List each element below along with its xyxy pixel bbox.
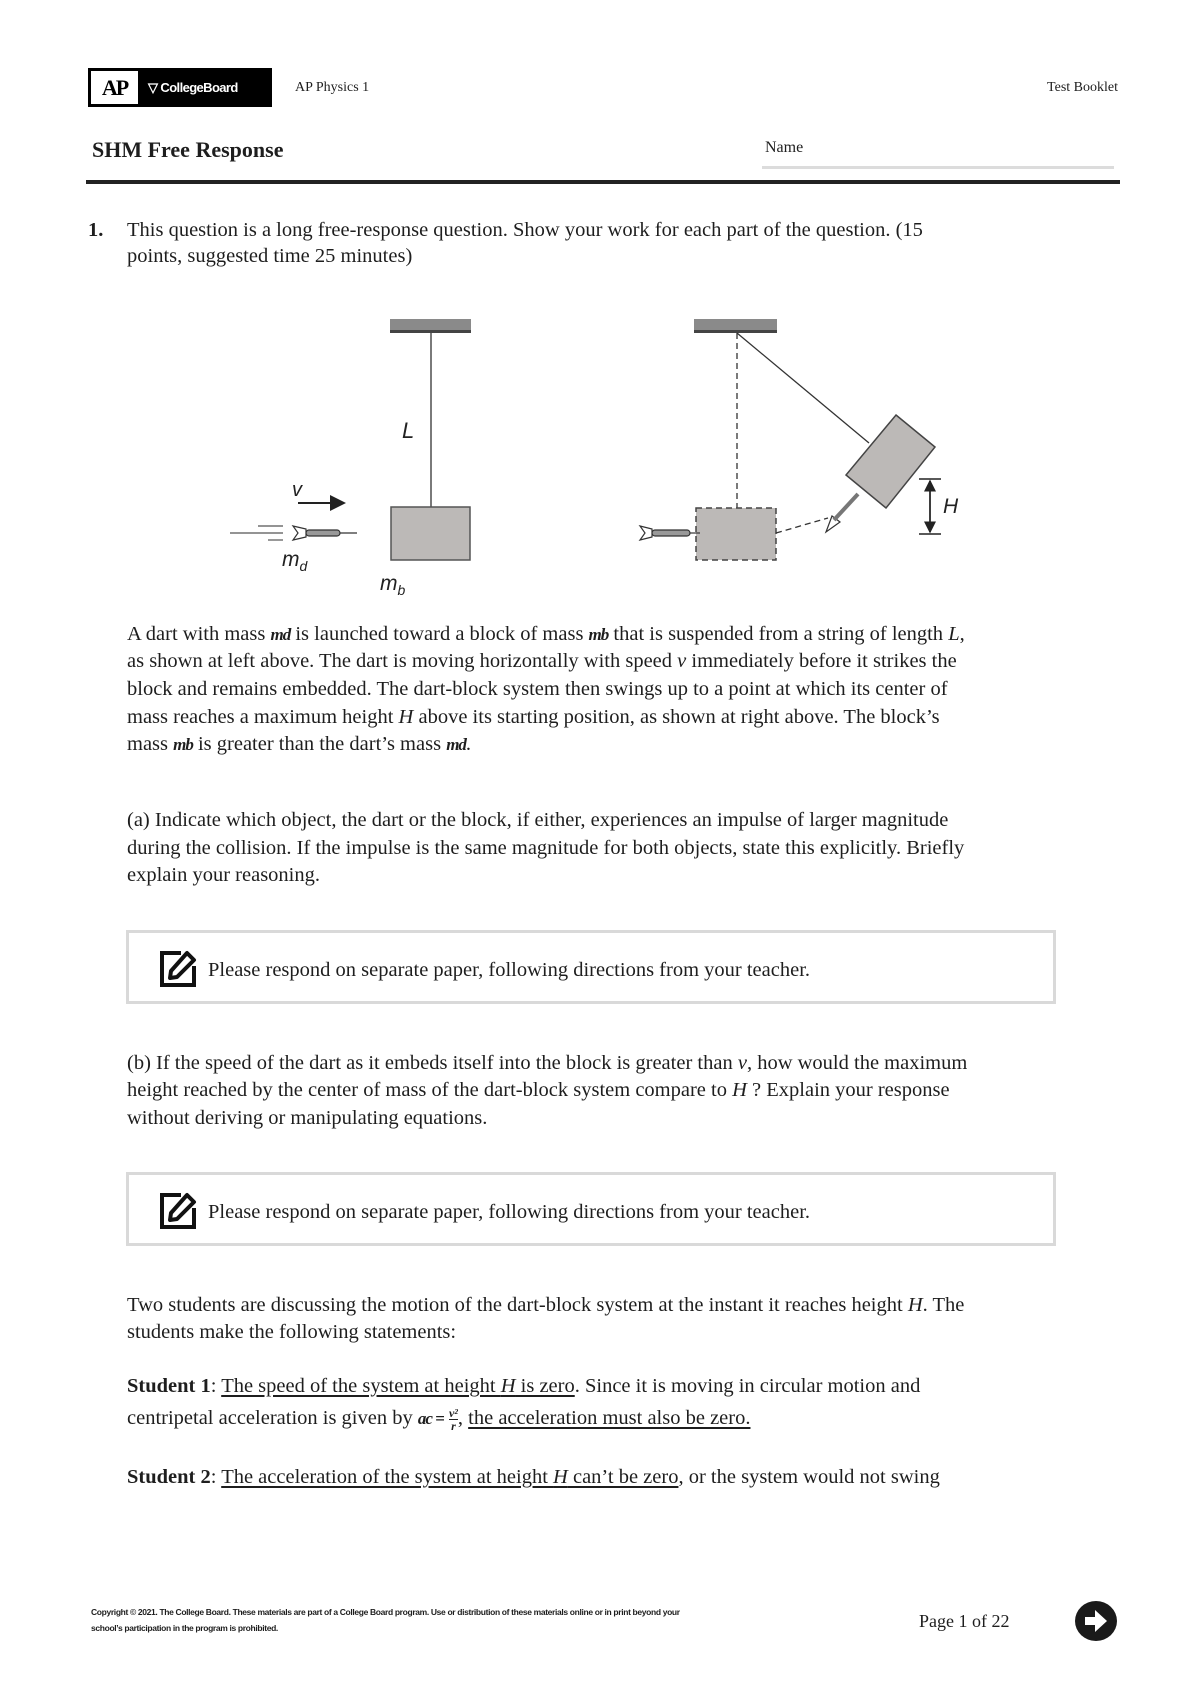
stem-line: mass reaches a maximum height H above its starting position, as shown at right above. The block’s (127, 706, 940, 728)
next-page-button[interactable] (1075, 1601, 1117, 1641)
response-box-a (126, 930, 1056, 1004)
left-ceiling (390, 319, 471, 333)
stem-line: A dart with mass md is launched toward a block of mass mb that is suspended from a string of length L, (127, 623, 965, 645)
right-ceiling (694, 319, 777, 333)
pencil-edit-icon (159, 1192, 197, 1230)
response-box-b (126, 1172, 1056, 1246)
collegeboard-wordmark: CollegeBoard (160, 80, 238, 95)
swung-block (846, 415, 935, 508)
stem-line: mass mb is greater than the dart’s mass md. (127, 733, 472, 755)
copyright-line: school’s participation in the program is prohibited. (91, 1623, 278, 1633)
formula-fraction: $\frac{\text{v²}}{r}$ (448, 1405, 458, 1433)
dart-mass-label: $m_d$ (282, 548, 308, 574)
embedded-dart-icon (826, 494, 858, 532)
name-input[interactable] (762, 166, 1114, 169)
question-intro-line: This question is a long free-response question. Show your work for each part of the question. (15 (127, 219, 923, 241)
part-b-line: (b) If the speed of the dart as it embeds itself into the block is greater than v, how would the maximum (127, 1052, 968, 1074)
student-1-statement-cont: centripetal acceleration is given by ac = $\frac{\text{v²}}{r}$ , the acceleration must also be zero. (127, 1405, 751, 1433)
part-a-line: during the collision. If the impulse is the same magnitude for both objects, state this explicitly. Briefly (127, 837, 965, 859)
discussion-line: students make the following statements: (127, 1321, 457, 1343)
formula-lhs: ac = (417, 1409, 444, 1428)
question-number: 1. (88, 219, 104, 241)
pencil-edit-icon (159, 950, 197, 988)
swung-string (737, 333, 869, 443)
dart-block-diagram (220, 310, 980, 610)
velocity-label: v (292, 479, 302, 501)
dart-icon (293, 526, 357, 540)
copyright-line: Copyright © 2021. The College Board. These materials are part of a College Board program. Use or distribution of these materials online or in print beyond your (91, 1607, 680, 1617)
page-title: SHM Free Response (92, 137, 284, 162)
arrow-right-icon (1075, 1601, 1117, 1641)
initial-block-dashed (696, 508, 776, 560)
name-label: Name (765, 139, 804, 156)
header-divider (86, 180, 1120, 184)
part-a-line: explain your reasoning. (127, 864, 320, 886)
question-intro-line: points, suggested time 25 minutes) (127, 245, 413, 267)
stem-line: as shown at left above. The dart is moving horizontally with speed v immediately before it strikes the (127, 650, 957, 672)
ap-collegeboard-logo (88, 68, 272, 107)
height-marker (919, 479, 941, 534)
part-b-line: height reached by the center of mass of the dart-block system compare to H ? Explain your response (127, 1079, 950, 1101)
page-indicator: Page 1 of 22 (919, 1611, 1010, 1631)
path-dashed (776, 518, 828, 533)
dart-icon (640, 526, 700, 540)
part-b-line: without deriving or manipulating equations. (127, 1107, 488, 1129)
left-block (391, 507, 470, 560)
stem-line: block and remains embedded. The dart-block system then swings up to a point at which its center of (127, 678, 948, 700)
student-1-statement: Student 1: The speed of the system at height H is zero. Since it is moving in circular motion and (127, 1375, 921, 1397)
response-instructions: Please respond on separate paper, following directions from your teacher. (208, 959, 811, 981)
acorn-icon: ▽ (148, 80, 158, 95)
speed-lines (230, 526, 283, 540)
height-label: H (943, 495, 959, 518)
part-a-line: (a) Indicate which object, the dart or the block, if either, experiences an impulse of larger magnitude (127, 809, 949, 831)
booklet-label: Test Booklet (1047, 80, 1118, 95)
student-2-statement: Student 2: The acceleration of the system at height H can’t be zero, or the system would not swing (127, 1466, 940, 1488)
response-instructions: Please respond on separate paper, following directions from your teacher. (208, 1201, 811, 1223)
ap-logo-text: AP (91, 71, 138, 104)
course-name: AP Physics 1 (295, 80, 370, 95)
length-label: L (402, 418, 415, 443)
discussion-line: Two students are discussing the motion of the dart-block system at the instant it reaches height H. The (127, 1294, 965, 1316)
collegeboard-logo-text (148, 68, 238, 107)
block-mass-label: $m_b$ (380, 572, 406, 598)
